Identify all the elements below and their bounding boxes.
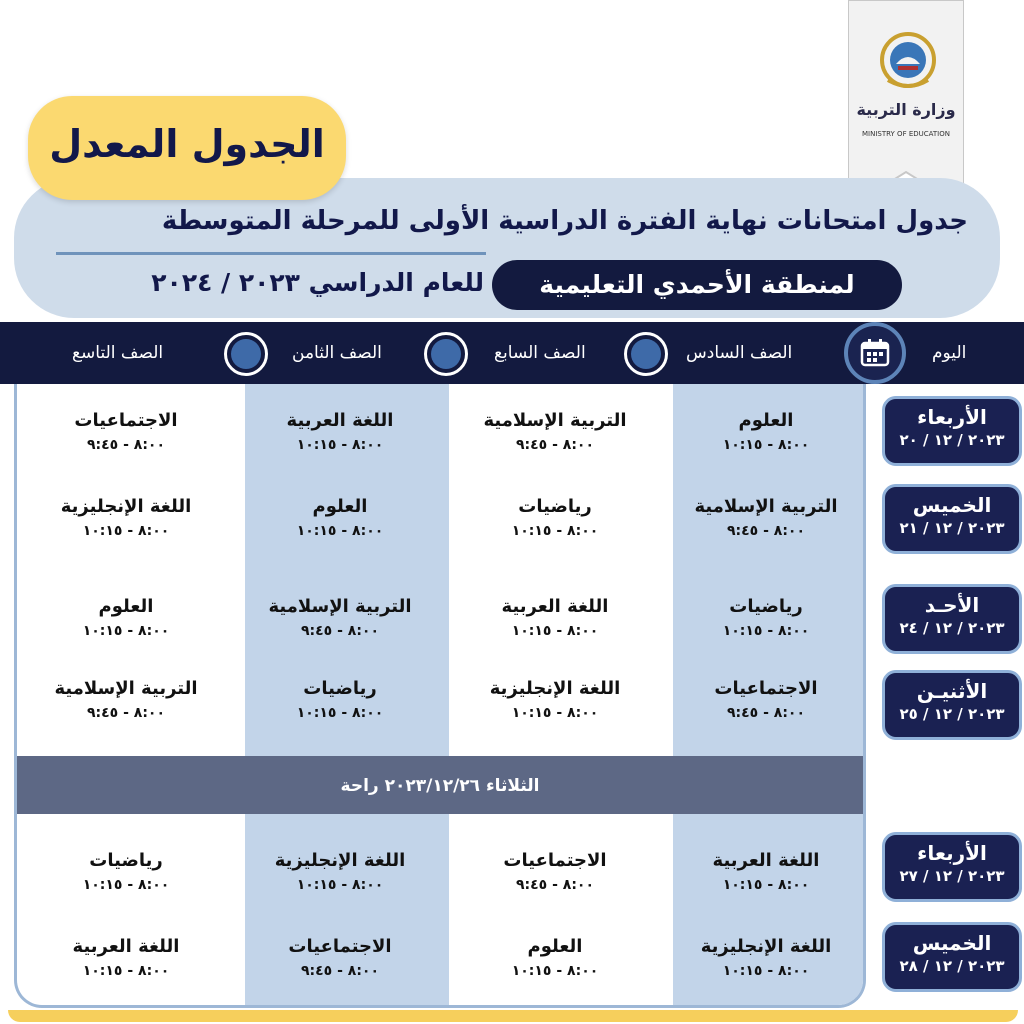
exam-subject: العلوم xyxy=(312,496,368,517)
exam-subject: رياضيات xyxy=(89,850,163,871)
ministry-name-ar: وزارة التربية xyxy=(856,100,956,119)
exam-subject: التربية الإسلامية xyxy=(483,410,627,431)
badge-label: الجدول المعدل xyxy=(49,122,325,166)
bottom-gold-strip xyxy=(8,1010,1018,1022)
col-header-grade6: الصف السادس xyxy=(686,343,793,363)
exam-cell xyxy=(455,596,655,639)
exam-cell xyxy=(666,850,866,893)
day-row-5 xyxy=(882,832,1022,902)
rest-day-label: الثلاثاء ٢٠٢٣/١٢/٢٦ راحة xyxy=(340,776,540,796)
exam-subject: اللغة العربية xyxy=(712,850,820,871)
exam-cell xyxy=(455,496,655,539)
exam-time: ٨:٠٠ - ١٠:١٥ xyxy=(722,963,810,979)
exam-time: ٨:٠٠ - ١٠:١٥ xyxy=(82,963,170,979)
day-row-3 xyxy=(882,584,1022,654)
col-header-grade8: الصف الثامن xyxy=(292,343,382,363)
exam-cell xyxy=(26,496,226,539)
exam-cell xyxy=(240,850,440,893)
day-name: الخميس xyxy=(912,931,992,955)
exam-time: ٨:٠٠ - ٩:٤٥ xyxy=(515,877,595,893)
page-title: جدول امتحانات نهاية الفترة الدراسية الأولى للمرحلة المتوسطة xyxy=(161,206,968,236)
exam-time: ٨:٠٠ - ٩:٤٥ xyxy=(86,705,166,721)
exam-subject: الاجتماعيات xyxy=(503,850,607,871)
exam-time: ٨:٠٠ - ١٠:١٥ xyxy=(296,523,384,539)
day-row-2 xyxy=(882,484,1022,554)
grade8-ring-icon xyxy=(224,332,268,376)
exam-cell xyxy=(455,410,655,453)
day-date: ٢٠٢٣ / ١٢ / ٢٧ xyxy=(899,867,1005,885)
exam-time: ٨:٠٠ - ١٠:١٥ xyxy=(722,623,810,639)
exam-subject: الاجتماعيات xyxy=(288,936,392,957)
day-name: الأحـد xyxy=(924,593,980,617)
exam-time: ٨:٠٠ - ١٠:١٥ xyxy=(511,623,599,639)
exam-subject: اللغة الإنجليزية xyxy=(274,850,406,871)
kuwait-emblem-icon xyxy=(876,30,940,94)
exam-cell xyxy=(26,596,226,639)
exam-time: ٨:٠٠ - ١٠:١٥ xyxy=(82,623,170,639)
exam-subject: رياضيات xyxy=(303,678,377,699)
exam-subject: اللغة الإنجليزية xyxy=(700,936,832,957)
exam-subject: العلوم xyxy=(527,936,583,957)
day-row-1 xyxy=(882,396,1022,466)
exam-cell xyxy=(455,678,655,721)
region-label: لمنطقة الأحمدي التعليمية xyxy=(539,270,855,299)
exam-cell xyxy=(26,936,226,979)
exam-time: ٨:٠٠ - ١٠:١٥ xyxy=(82,523,170,539)
exam-cell xyxy=(666,496,866,539)
col-header-grade9: الصف التاسع xyxy=(72,343,164,363)
exam-time: ٨:٠٠ - ١٠:١٥ xyxy=(511,963,599,979)
exam-time: ٨:٠٠ - ١٠:١٥ xyxy=(296,437,384,453)
title-underline xyxy=(56,252,486,255)
exam-time: ٨:٠٠ - ١٠:١٥ xyxy=(511,523,599,539)
exam-cell xyxy=(26,410,226,453)
day-name: الأربعاء xyxy=(917,405,987,429)
exam-time: ٨:٠٠ - ٩:٤٥ xyxy=(726,523,806,539)
day-date: ٢٠٢٣ / ١٢ / ٢٤ xyxy=(899,619,1005,637)
exam-cell xyxy=(455,936,655,979)
exam-subject: اللغة العربية xyxy=(501,596,609,617)
col-header-day: اليوم xyxy=(932,343,967,363)
grade7-ring-icon xyxy=(424,332,468,376)
exam-time: ٨:٠٠ - ٩:٤٥ xyxy=(86,437,166,453)
academic-year: للعام الدراسي ٢٠٢٣ / ٢٠٢٤ xyxy=(151,268,484,297)
exam-cell xyxy=(666,410,866,453)
ministry-name-en: MINISTRY OF EDUCATION xyxy=(862,130,950,138)
exam-time: ٨:٠٠ - ٩:٤٥ xyxy=(726,705,806,721)
exam-time: ٨:٠٠ - ٩:٤٥ xyxy=(515,437,595,453)
exam-time: ٨:٠٠ - ١٠:١٥ xyxy=(511,705,599,721)
calendar-icon xyxy=(844,322,906,384)
region-pill xyxy=(492,260,902,310)
exam-time: ٨:٠٠ - ١٠:١٥ xyxy=(296,705,384,721)
exam-cell xyxy=(26,850,226,893)
exam-subject: اللغة العربية xyxy=(72,936,180,957)
exam-subject: العلوم xyxy=(738,410,794,431)
exam-time: ٨:٠٠ - ١٠:١٥ xyxy=(722,437,810,453)
day-row-4 xyxy=(882,670,1022,740)
day-date: ٢٠٢٣ / ١٢ / ٢١ xyxy=(899,519,1005,537)
day-date: ٢٠٢٣ / ١٢ / ٢٨ xyxy=(899,957,1005,975)
col-header-grade7: الصف السابع xyxy=(494,343,586,363)
exam-time: ٨:٠٠ - ١٠:١٥ xyxy=(82,877,170,893)
exam-time: ٨:٠٠ - ١٠:١٥ xyxy=(722,877,810,893)
exam-time: ٨:٠٠ - ١٠:١٥ xyxy=(296,877,384,893)
day-date: ٢٠٢٣ / ١٢ / ٢٠ xyxy=(899,431,1005,449)
exam-cell xyxy=(666,596,866,639)
exam-subject: اللغة العربية xyxy=(286,410,394,431)
exam-cell xyxy=(240,496,440,539)
exam-time: ٨:٠٠ - ٩:٤٥ xyxy=(300,963,380,979)
exam-time: ٨:٠٠ - ٩:٤٥ xyxy=(300,623,380,639)
exam-cell xyxy=(666,936,866,979)
exam-cell xyxy=(666,678,866,721)
exam-subject: اللغة الإنجليزية xyxy=(489,678,621,699)
day-date: ٢٠٢٣ / ١٢ / ٢٥ xyxy=(899,705,1005,723)
exam-subject: العلوم xyxy=(98,596,154,617)
exam-subject: رياضيات xyxy=(729,596,803,617)
revised-schedule-badge xyxy=(28,96,346,200)
exam-subject: التربية الإسلامية xyxy=(694,496,838,517)
exam-cell xyxy=(455,850,655,893)
exam-cell xyxy=(240,596,440,639)
exam-subject: الاجتماعيات xyxy=(74,410,178,431)
grade6-ring-icon xyxy=(624,332,668,376)
day-name: الأربعاء xyxy=(917,841,987,865)
exam-subject: التربية الإسلامية xyxy=(268,596,412,617)
day-name: الخميس xyxy=(912,493,992,517)
day-name: الأثنيـن xyxy=(916,679,988,703)
exam-cell xyxy=(240,936,440,979)
exam-subject: رياضيات xyxy=(518,496,592,517)
day-row-6 xyxy=(882,922,1022,992)
exam-subject: الاجتماعيات xyxy=(714,678,818,699)
exam-subject: اللغة الإنجليزية xyxy=(60,496,192,517)
exam-cell xyxy=(240,678,440,721)
exam-cell xyxy=(26,678,226,721)
exam-cell xyxy=(240,410,440,453)
exam-subject: التربية الإسلامية xyxy=(54,678,198,699)
